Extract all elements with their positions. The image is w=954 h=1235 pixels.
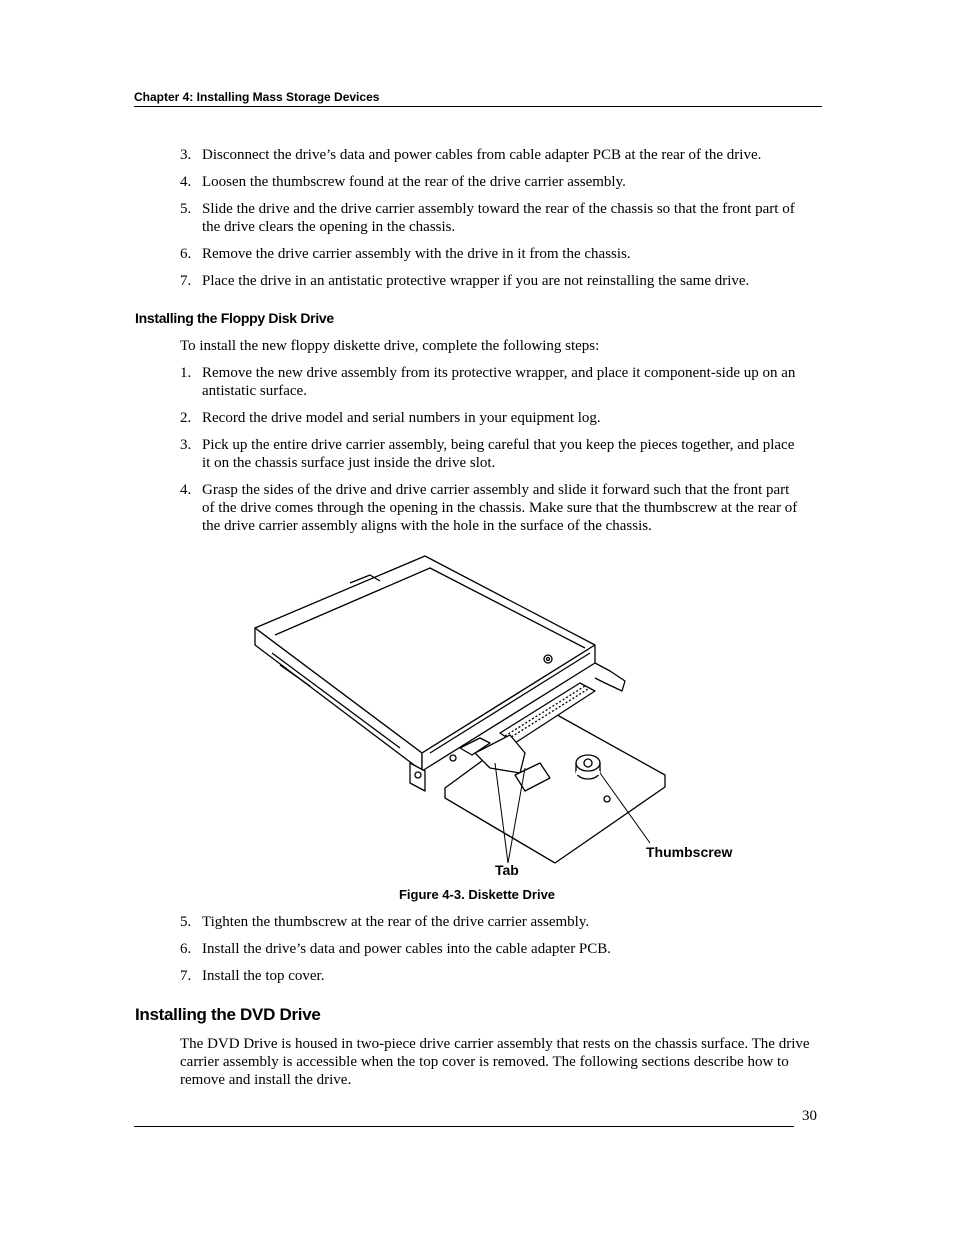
dvd-paragraph: The DVD Drive is housed in two-piece drive carrier assembly that rests on the chassis surface. The drive carrier assembly is accessible when the top cover is removed. The following sections describe how to remove and install the drive. xyxy=(180,1036,810,1088)
diskette-drive-figure xyxy=(250,553,750,883)
list-item: 2. Record the drive model and serial numbers in your equipment log. xyxy=(180,410,601,426)
list-item: 4. Loosen the thumbscrew found at the rear of the drive carrier assembly. xyxy=(180,174,626,190)
tab-label: Tab xyxy=(495,862,519,878)
list-item: 4. Grasp the sides of the drive and drive carrier assembly and slide it forward such that the front part of the drive comes through the opening in the chassis. Make sure that the thumbscrew at the rear of the drive carrier assembly aligns with the hole in the surface of the chassis. xyxy=(180,482,798,534)
list-item: 6. Remove the drive carrier assembly with the drive in it from the chassis. xyxy=(180,246,631,262)
running-header: Chapter 4: Installing Mass Storage Devices xyxy=(134,90,822,107)
removal-steps-list xyxy=(180,146,800,299)
diskette-drive-illustration xyxy=(250,553,750,883)
list-item: 7. Place the drive in an antistatic protective wrapper if you are not reinstalling the same drive. xyxy=(180,273,750,289)
figure-caption: Figure 4-3. Diskette Drive xyxy=(398,887,556,902)
list-item: 6. Install the drive’s data and power cables into the cable adapter PCB. xyxy=(180,941,612,957)
list-item: 5. Slide the drive and the drive carrier assembly toward the rear of the chassis so that the front part of the drive clears the opening in the chassis. xyxy=(180,201,795,235)
thumbscrew-label: Thumbscrew xyxy=(646,844,733,860)
dvd-section-heading: Installing the DVD Drive xyxy=(135,1005,321,1024)
floppy-install-steps xyxy=(180,364,800,544)
floppy-intro: To install the new floppy diskette drive, complete the following steps: xyxy=(180,338,600,354)
footer-rule xyxy=(134,1126,794,1127)
list-item: 3. Pick up the entire drive carrier assembly, being careful that you keep the pieces together, and place it on the chassis surface just inside the drive slot. xyxy=(180,437,795,471)
page-number: 30 xyxy=(802,1108,817,1124)
list-item: 3. Disconnect the drive’s data and power cables from cable adapter PCB at the rear of the drive. xyxy=(180,147,762,163)
floppy-section-heading: Installing the Floppy Disk Drive xyxy=(135,310,334,326)
list-item: 5. Tighten the thumbscrew at the rear of the drive carrier assembly. xyxy=(180,914,590,930)
list-item: 7. Install the top cover. xyxy=(180,968,325,984)
list-item: 1. Remove the new drive assembly from its protective wrapper, and place it component-side up on an antistatic surface. xyxy=(180,365,796,399)
floppy-install-steps-continued xyxy=(180,913,800,994)
